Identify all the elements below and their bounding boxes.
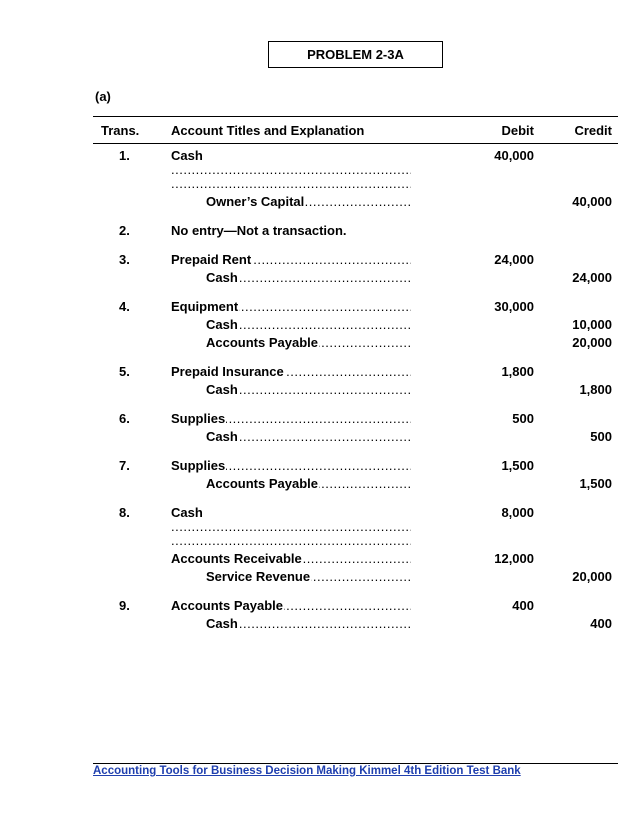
entry-line <box>0 569 638 587</box>
debit-amount: 30,000 <box>494 299 534 314</box>
account-name: Owner’s Capital <box>206 194 305 209</box>
trans-number: 4. <box>119 299 130 314</box>
account-name: Prepaid Rent <box>171 252 252 267</box>
account-name: Accounts Receivable <box>171 551 302 566</box>
header-trans: Trans. <box>101 123 140 138</box>
account-title <box>171 166 411 181</box>
account-name: Service Revenue <box>206 569 311 584</box>
journal-entry <box>0 223 638 241</box>
trans-number: 7. <box>119 458 130 473</box>
account-name: Accounts Payable <box>206 335 318 350</box>
journal-entry <box>0 148 638 212</box>
account-title <box>171 537 411 552</box>
account-title <box>171 364 411 379</box>
entry-line <box>0 194 638 212</box>
entry-line <box>0 299 638 317</box>
credit-amount: 1,500 <box>579 476 612 491</box>
account-title <box>171 252 411 267</box>
entry-line <box>0 429 638 447</box>
account-title <box>206 569 411 584</box>
journal-entry <box>0 598 638 634</box>
debit-amount: 500 <box>512 411 534 426</box>
header-account: Account Titles and Explanation <box>171 123 365 138</box>
debit-amount: 400 <box>512 598 534 613</box>
journal-entry <box>0 505 638 587</box>
entry-line <box>0 252 638 270</box>
entry-line <box>0 505 638 523</box>
header-rule-bottom <box>93 143 618 144</box>
account-name: Cash <box>206 382 238 397</box>
account-name: No entry—Not a transaction. <box>171 223 347 238</box>
debit-amount: 12,000 <box>494 551 534 566</box>
debit-amount: 24,000 <box>494 252 534 267</box>
entry-line <box>0 223 638 241</box>
credit-amount: 1,800 <box>579 382 612 397</box>
account-name: Cash <box>171 148 203 163</box>
trans-number: 9. <box>119 598 130 613</box>
account-title <box>206 382 411 397</box>
account-title <box>206 270 411 285</box>
trans-number: 6. <box>119 411 130 426</box>
account-name <box>171 537 172 552</box>
trans-number: 8. <box>119 505 130 520</box>
debit-amount: 1,500 <box>501 458 534 473</box>
entry-line <box>0 551 638 569</box>
account-name: Supplies <box>171 411 226 426</box>
entry-line <box>0 598 638 616</box>
account-title <box>171 551 411 566</box>
problem-title: PROBLEM 2-3A <box>307 47 404 62</box>
trans-number: 1. <box>119 148 130 163</box>
credit-amount: 500 <box>590 429 612 444</box>
account-title <box>171 148 411 163</box>
account-name: Equipment <box>171 299 239 314</box>
entry-line <box>0 523 638 537</box>
credit-amount: 20,000 <box>572 569 612 584</box>
journal-entry <box>0 252 638 288</box>
account-title <box>171 505 411 520</box>
account-name <box>171 523 172 538</box>
account-name: Prepaid Insurance <box>171 364 284 379</box>
account-name: Accounts Payable <box>206 476 318 491</box>
trans-number: 2. <box>119 223 130 238</box>
account-name <box>171 166 172 181</box>
entry-line <box>0 148 638 166</box>
account-name: Accounts Payable <box>171 598 283 613</box>
entry-line <box>0 180 638 194</box>
account-name <box>171 180 172 195</box>
journal-entry <box>0 299 638 353</box>
account-name: Cash <box>206 429 238 444</box>
entry-line <box>0 537 638 551</box>
entry-line <box>0 335 638 353</box>
debit-amount: 8,000 <box>501 505 534 520</box>
trans-number: 3. <box>119 252 130 267</box>
account-name: Supplies <box>171 458 226 473</box>
entry-line <box>0 364 638 382</box>
credit-amount: 40,000 <box>572 194 612 209</box>
account-title <box>171 458 411 473</box>
account-title <box>206 317 411 332</box>
account-title <box>171 598 411 613</box>
account-title <box>171 223 411 238</box>
entry-line <box>0 382 638 400</box>
entry-line <box>0 476 638 494</box>
problem-title-box <box>268 41 443 68</box>
journal-entry <box>0 411 638 447</box>
entry-line <box>0 166 638 180</box>
account-title <box>171 523 411 538</box>
journal-entry <box>0 364 638 400</box>
account-title <box>206 194 411 209</box>
journal-entry <box>0 458 638 494</box>
account-title <box>206 429 411 444</box>
footer-link[interactable]: Accounting Tools for Business Decision Making Kimmel 4th Edition Test Bank <box>93 765 521 777</box>
account-title <box>171 411 411 426</box>
part-label: (a) <box>95 89 111 104</box>
debit-amount: 1,800 <box>501 364 534 379</box>
entry-line <box>0 317 638 335</box>
trans-number: 5. <box>119 364 130 379</box>
credit-amount: 24,000 <box>572 270 612 285</box>
credit-amount: 10,000 <box>572 317 612 332</box>
credit-amount: 400 <box>590 616 612 631</box>
footer-rule <box>93 763 618 764</box>
account-title <box>206 476 411 491</box>
entry-line <box>0 411 638 429</box>
account-name: Cash <box>206 317 238 332</box>
header-rule-top <box>93 116 618 117</box>
entry-line <box>0 458 638 476</box>
entry-line <box>0 616 638 634</box>
entry-line <box>0 270 638 288</box>
account-name: Cash <box>206 616 238 631</box>
debit-amount: 40,000 <box>494 148 534 163</box>
header-debit: Debit <box>501 123 534 138</box>
account-name: Cash <box>206 270 238 285</box>
header-credit: Credit <box>574 123 612 138</box>
credit-amount: 20,000 <box>572 335 612 350</box>
journal-entries <box>0 148 638 645</box>
account-title <box>171 299 411 314</box>
account-title <box>206 616 411 631</box>
account-title <box>171 180 411 195</box>
account-title <box>206 335 411 350</box>
account-name: Cash <box>171 505 203 520</box>
